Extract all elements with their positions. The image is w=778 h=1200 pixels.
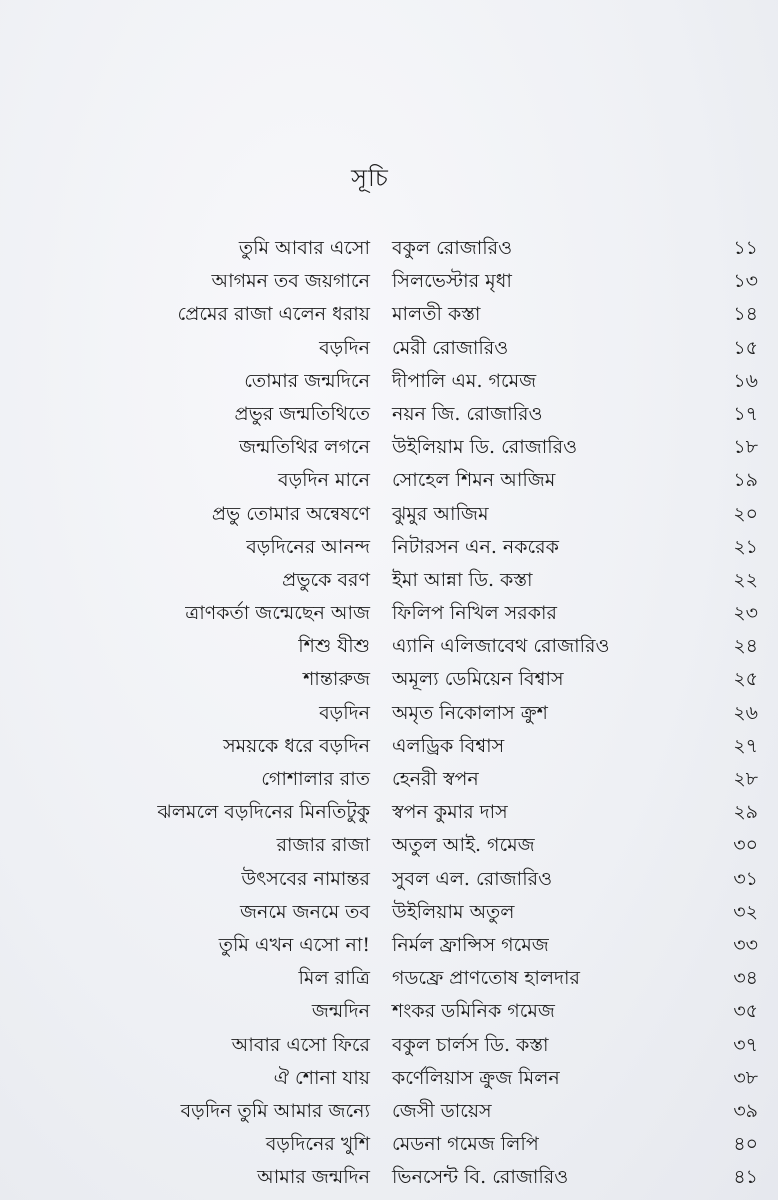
- toc-entry: [0, 265, 778, 298]
- poem-title: বড়দিন মানে: [278, 469, 370, 492]
- toc-entry: [0, 962, 778, 995]
- author-name: নয়ন জি. রোজারিও: [392, 402, 543, 425]
- page-number: ১৯: [733, 469, 758, 492]
- author-name: বকুল চার্লস ডি. কস্তা: [392, 1033, 549, 1056]
- poem-title: গোশালার রাত: [261, 768, 370, 790]
- author-name: শংকর ডমিনিক গমেজ: [392, 1000, 555, 1023]
- toc-entry: [0, 332, 778, 365]
- author-name: কর্ণেলিয়াস ক্রুজ মিলন: [392, 1066, 560, 1089]
- toc-entry: [0, 564, 778, 597]
- author-name: এ্যানি এলিজাবেথ রোজারিও: [392, 635, 610, 658]
- poem-title: শিশু যীশু: [298, 635, 370, 658]
- toc-entry: [0, 730, 778, 763]
- poem-title: শান্তারুজ: [303, 668, 370, 691]
- page-number: ১৫: [733, 336, 758, 359]
- author-name: নিটারসন এন. নকরেক: [392, 535, 559, 558]
- poem-title: আমার জন্মদিন: [257, 1166, 370, 1189]
- poem-title: ঝলমলে বড়দিনের মিনতিটুকু: [157, 801, 370, 824]
- author-name: ঝুমুর আজিম: [392, 502, 489, 525]
- toc-entry: [0, 531, 778, 564]
- toc-entry: [0, 232, 778, 265]
- page-number: ২৪: [733, 635, 758, 658]
- toc-entry: [0, 697, 778, 730]
- toc-entry: [0, 863, 778, 896]
- page-number: ৩০: [733, 834, 758, 857]
- page-number: ১১: [733, 237, 758, 259]
- toc-entry: [0, 365, 778, 398]
- page-number: ৩৮: [733, 1066, 758, 1089]
- page-number: ৩২: [733, 900, 758, 923]
- toc-entry: [0, 995, 778, 1028]
- poem-title: প্রভু তোমার অন্বেষণে: [211, 502, 370, 525]
- poem-title: ঐ শোনা যায়: [273, 1066, 370, 1089]
- poem-title: বড়দিন: [319, 701, 370, 724]
- toc-entry: [0, 1128, 778, 1161]
- toc-entry: [0, 1161, 778, 1194]
- poem-title: প্রভুকে বরণ: [282, 568, 370, 591]
- poem-title: উৎসবের নামান্তর: [241, 867, 370, 890]
- toc-entry: [0, 663, 778, 696]
- page-number: ১৩: [733, 270, 758, 293]
- page-number: ২৬: [733, 701, 758, 724]
- poem-title: প্রেমের রাজা এলেন ধরায়: [177, 303, 370, 326]
- page-number: ২৯: [733, 801, 758, 824]
- page-number: ৩৪: [733, 967, 758, 990]
- page-number: ২১: [733, 535, 758, 558]
- page-number: ২৫: [733, 668, 758, 691]
- toc-entry: [0, 829, 778, 862]
- toc-entry: [0, 630, 778, 663]
- author-name: সোহেল শিমন আজিম: [392, 469, 556, 492]
- author-name: মেরী রোজারিও: [392, 336, 509, 359]
- author-name: উইলিয়াম অতুল: [392, 900, 515, 923]
- toc-entry: [0, 431, 778, 464]
- author-name: ইমা আন্না ডি. কস্তা: [392, 568, 533, 591]
- poem-title: প্রভুর জন্মতিথিতে: [234, 402, 370, 425]
- page-number: ২৮: [733, 768, 758, 790]
- page-number: ২৩: [733, 602, 758, 625]
- table-of-contents: [0, 232, 778, 1194]
- author-name: স্বপন কুমার দাস: [392, 801, 508, 824]
- toc-entry: [0, 1095, 778, 1128]
- author-name: অমৃত নিকোলাস ক্রুশ: [392, 701, 548, 724]
- author-name: ফিলিপ নিখিল সরকার: [392, 602, 557, 625]
- page-number: ১৪: [733, 303, 758, 326]
- poem-title: তোমার জন্মদিনে: [244, 369, 370, 392]
- author-name: উইলিয়াম ডি. রোজারিও: [392, 436, 578, 459]
- toc-entry: [0, 896, 778, 929]
- poem-title: জন্মদিন: [311, 1000, 370, 1023]
- toc-entry: [0, 929, 778, 962]
- page-number: ৩৯: [733, 1099, 758, 1122]
- page-number: ৪১: [733, 1166, 758, 1189]
- author-name: অমূল্য ডেমিয়েন বিশ্বাস: [392, 668, 564, 691]
- page-number: ৪০: [733, 1133, 758, 1156]
- page-number: ২২: [733, 568, 758, 591]
- page-title: সূচি: [351, 164, 389, 192]
- author-name: হেনরী স্বপন: [392, 768, 479, 790]
- poem-title: বড়দিন: [319, 336, 370, 359]
- page-number: ১৮: [733, 436, 758, 459]
- author-name: বকুল রোজারিও: [392, 237, 513, 259]
- toc-entry: [0, 796, 778, 829]
- page-number: ৩৫: [733, 1000, 758, 1023]
- poem-title: মিল রাত্রি: [298, 967, 370, 990]
- toc-entry: [0, 298, 778, 331]
- toc-entry: [0, 1029, 778, 1062]
- toc-entry: [0, 464, 778, 497]
- toc-entry: [0, 1062, 778, 1095]
- author-name: ভিনসেন্ট বি. রোজারিও: [392, 1166, 569, 1189]
- poem-title: সময়কে ধরে বড়দিন: [223, 734, 370, 757]
- toc-entry: [0, 498, 778, 531]
- author-name: জেসী ডায়েস: [392, 1099, 492, 1122]
- poem-title: জনমে জনমে তব: [240, 900, 370, 923]
- toc-entry: [0, 398, 778, 431]
- poem-title: ত্রাণকর্তা জন্মেছেন আজ: [185, 602, 370, 625]
- page-number: ২০: [733, 502, 758, 525]
- poem-title: বড়দিন তুমি আমার জন্যে: [180, 1099, 370, 1122]
- author-name: এলড্রিক বিশ্বাস: [392, 734, 505, 757]
- toc-entry: [0, 763, 778, 796]
- author-name: দীপালি এম. গমেজ: [392, 369, 537, 392]
- author-name: মেডনা গমেজ লিপি: [392, 1133, 539, 1156]
- page-number: ১৬: [733, 369, 758, 392]
- author-name: মালতী কস্তা: [392, 303, 481, 326]
- page-number: ৩১: [733, 867, 758, 890]
- author-name: সিলভেস্টার মৃধা: [392, 270, 512, 293]
- poem-title: তুমি এখন এসো না!: [218, 933, 370, 956]
- poem-title: বড়দিনের খুশি: [265, 1133, 370, 1156]
- poem-title: তুমি আবার এসো: [238, 237, 370, 259]
- author-name: গডফ্রে প্রাণতোষ হালদার: [392, 967, 580, 990]
- page-number: ২৭: [733, 734, 758, 757]
- author-name: নির্মল ফ্রান্সিস গমেজ: [392, 933, 549, 956]
- poem-title: আবার এসো ফিরে: [231, 1033, 370, 1056]
- poem-title: আগমন তব জয়গানে: [211, 270, 370, 293]
- toc-entry: [0, 597, 778, 630]
- poem-title: রাজার রাজা: [276, 834, 370, 857]
- poem-title: বড়দিনের আনন্দ: [246, 535, 370, 558]
- author-name: অতুল আই. গমেজ: [392, 834, 535, 857]
- page-number: ৩৩: [733, 933, 758, 956]
- author-name: সুবল এল. রোজারিও: [392, 867, 553, 890]
- page-number: ১৭: [733, 402, 758, 425]
- poem-title: জন্মতিথির লগনে: [239, 436, 370, 459]
- page-number: ৩৭: [733, 1033, 758, 1056]
